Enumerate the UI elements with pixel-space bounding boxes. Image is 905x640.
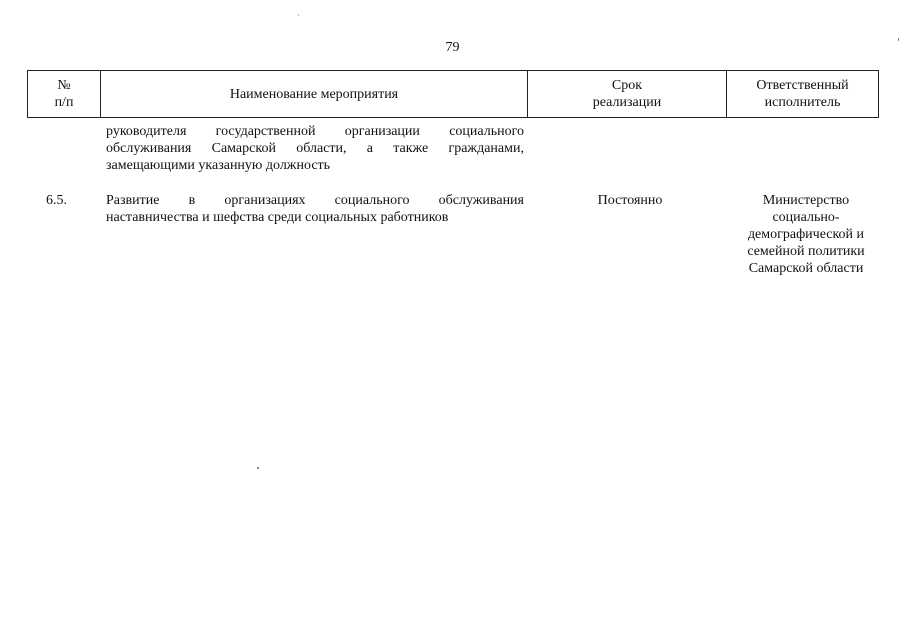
header-term-line1: Срок bbox=[611, 78, 643, 93]
scan-speck bbox=[298, 14, 299, 16]
header-number-symbol: № bbox=[57, 78, 71, 93]
row-name-line: наставничества и шефства среди социальных работников bbox=[106, 210, 449, 225]
row-number: 6.5. bbox=[46, 193, 67, 208]
header-responsible-line2: исполнитель bbox=[764, 95, 841, 110]
row-responsible-line: демографической и bbox=[747, 227, 865, 242]
header-responsible-line1: Ответственный bbox=[756, 78, 849, 93]
header-term-line2: реализации bbox=[592, 95, 662, 110]
continuation-text bbox=[106, 123, 524, 174]
row-responsible-line: Министерство bbox=[762, 193, 850, 208]
header-number-cell bbox=[28, 71, 101, 117]
row-responsible-line: Самарской области bbox=[748, 261, 864, 276]
scan-speck bbox=[257, 467, 259, 469]
header-name-cell bbox=[101, 71, 528, 117]
scan-speck bbox=[898, 38, 899, 41]
row-responsible bbox=[726, 192, 886, 277]
header-number-abbrev: п/п bbox=[54, 95, 74, 110]
continuation-line: обслуживания Самарской области, а также гражданами, bbox=[106, 141, 524, 156]
page-number: 79 bbox=[445, 40, 460, 55]
row-responsible-line: семейной политики bbox=[747, 244, 865, 259]
row-term: Постоянно bbox=[597, 193, 663, 208]
continuation-line: руководителя государственной организации социального bbox=[106, 124, 524, 139]
row-responsible-line: социально- bbox=[772, 210, 840, 225]
header-term-cell bbox=[528, 71, 727, 117]
row-name bbox=[106, 192, 524, 226]
continuation-line: замещающими указанную должность bbox=[106, 158, 331, 173]
table-header bbox=[27, 70, 879, 118]
row-name-line: Развитие в организациях социального обслуживания bbox=[106, 193, 524, 208]
header-name-label: Наименование мероприятия bbox=[229, 86, 399, 102]
header-responsible-cell bbox=[727, 71, 878, 117]
